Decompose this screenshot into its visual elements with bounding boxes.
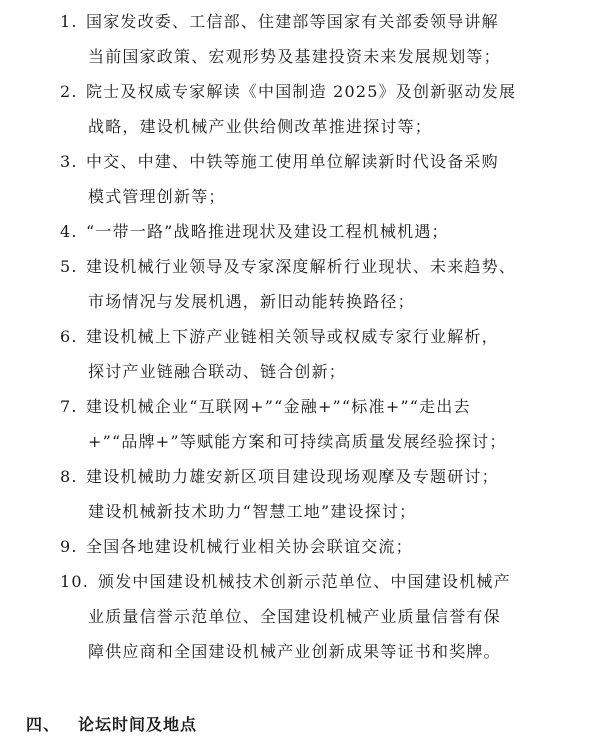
list-item xyxy=(0,459,600,529)
list-item-text: 障供应商和全国建设机械产业创新成果等证书和奖牌。 xyxy=(88,642,501,661)
list-item-first-line xyxy=(0,74,600,109)
list-item-continuation-line xyxy=(0,39,600,74)
list-item-text: 颁发中国建设机械技术创新示范单位、中国建设机械产 xyxy=(98,572,511,591)
list-item-number: 8. xyxy=(60,467,78,486)
list-item-text: 市场情况与发展机遇，新旧动能转换路径； xyxy=(88,292,415,311)
section-heading xyxy=(26,710,197,740)
list-item-text: 建设机械上下游产业链相关领导或权威专家行业解析， xyxy=(86,327,499,346)
list-item-number: 7. xyxy=(60,397,78,416)
list-item-first-line xyxy=(0,249,600,284)
list-item-number: 10. xyxy=(60,572,90,591)
list-item-number: 3. xyxy=(60,152,78,171)
list-item xyxy=(0,564,600,669)
list-item-number: 6. xyxy=(60,327,78,346)
list-item-continuation-line xyxy=(0,354,600,389)
list-item-text: 建设机械新技术助力“智慧工地”建设探讨； xyxy=(88,502,417,521)
list-item xyxy=(0,319,600,389)
section-number: 四、 xyxy=(26,715,61,734)
list-item-first-line xyxy=(0,459,600,494)
list-item-text: 战略，建设机械产业供给侧改革推进探讨等； xyxy=(88,117,433,136)
list-item-text: 探讨产业链融合联动、链合创新； xyxy=(88,362,347,381)
list-item-text: 国家发改委、工信部、住建部等国家有关部委领导讲解 xyxy=(86,12,499,31)
list-item-text: “一带一路”战略推进现状及建设工程机械机遇； xyxy=(86,222,449,241)
list-item xyxy=(0,529,600,564)
list-item-continuation-line xyxy=(0,284,600,319)
list-item-first-line xyxy=(0,389,600,424)
list-item-text: 院士及权威专家解读《中国制造 2025》及创新驱动发展 xyxy=(86,82,517,101)
list-item-number: 5. xyxy=(60,257,78,276)
list-item-number: 1. xyxy=(60,12,78,31)
list-item xyxy=(0,389,600,459)
list-item xyxy=(0,4,600,74)
list-item-continuation-line xyxy=(0,634,600,669)
list-item-first-line xyxy=(0,319,600,354)
list-item xyxy=(0,249,600,319)
list-item-continuation-line xyxy=(0,494,600,529)
agenda-list xyxy=(0,4,600,669)
section-title: 论坛时间及地点 xyxy=(78,715,198,734)
list-item-first-line xyxy=(0,214,600,249)
list-item-first-line xyxy=(0,529,600,564)
list-item-number: 9. xyxy=(60,537,78,556)
list-item-text: 模式管理创新等； xyxy=(88,187,226,206)
list-item-first-line xyxy=(0,564,600,599)
list-item-text: 业质量信誉示范单位、全国建设机械产业质量信誉有保 xyxy=(88,607,501,626)
list-item-text: 当前国家政策、宏观形势及基建投资未来发展规划等； xyxy=(88,47,501,66)
list-item-text: 建设机械企业“互联网+”“金融+”“标准+”“走出去 xyxy=(86,397,471,416)
list-item-number: 2. xyxy=(60,82,78,101)
list-item xyxy=(0,144,600,214)
list-item xyxy=(0,74,600,144)
list-item-text: 中交、中建、中铁等施工使用单位解读新时代设备采购 xyxy=(86,152,499,171)
list-item-first-line xyxy=(0,144,600,179)
list-item-text: +”“品牌+”等赋能方案和可持续高质量发展经验探讨； xyxy=(88,432,507,451)
list-item-first-line xyxy=(0,4,600,39)
list-item-text: 建设机械行业领导及专家深度解析行业现状、未来趋势、 xyxy=(86,257,517,276)
list-item-text: 全国各地建设机械行业相关协会联谊交流； xyxy=(86,537,413,556)
list-item-text: 建设机械助力雄安新区项目建设现场观摩及专题研讨； xyxy=(86,467,499,486)
list-item xyxy=(0,214,600,249)
list-item-continuation-line xyxy=(0,109,600,144)
list-item-continuation-line xyxy=(0,599,600,634)
list-item-number: 4. xyxy=(60,222,78,241)
list-item-continuation-line xyxy=(0,179,600,214)
list-item-continuation-line xyxy=(0,424,600,459)
